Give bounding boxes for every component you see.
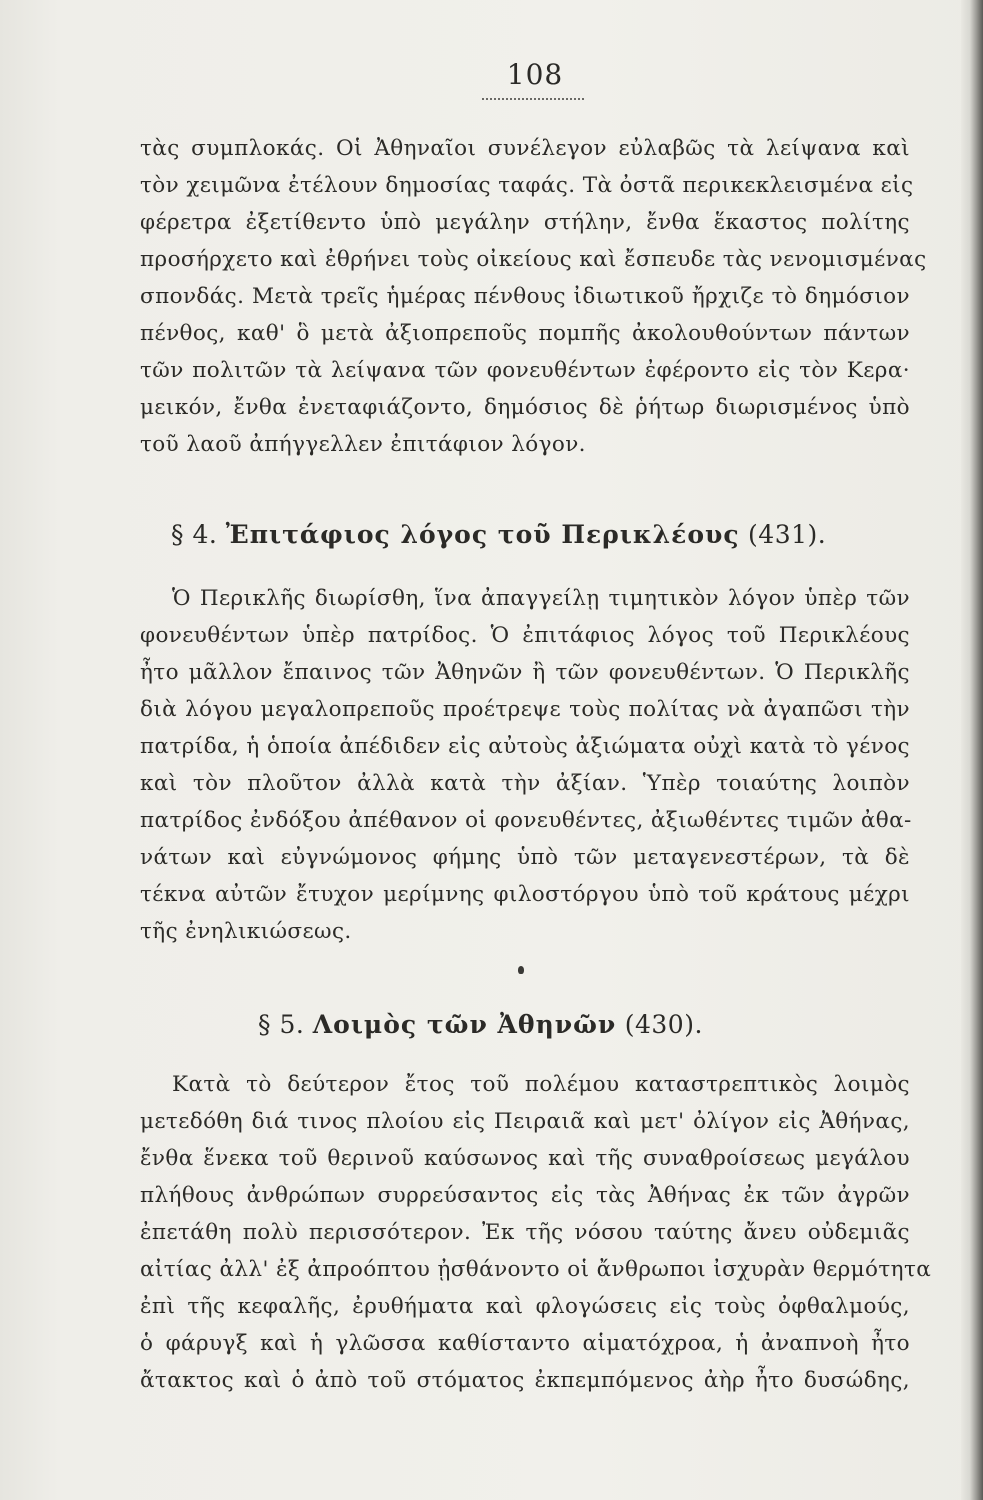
text-line: Ὁ Περικλῆς διωρίσθη, ἵνα ἀπαγγείλῃ τιμητικὸν λόγον ὑπὲρ τῶν xyxy=(172,586,910,611)
text-line: αἰτίας ἀλλ' ἐξ ἀπροόπτου ᾐσθάνοντο οἱ ἄνθρωποι ἰσχυρὰν θερμότητα xyxy=(140,1257,932,1282)
section-year: (430). xyxy=(624,1010,703,1039)
text-line: μεικόν, ἔνθα ἐνεταφιάζοντο, δημόσιος δὲ ῥήτωρ διωρισμένος ὑπὸ xyxy=(140,395,910,420)
section-title: Ἐπιτάφιος λόγος τοῦ Περικλέους xyxy=(225,520,740,549)
section-heading-4 xyxy=(171,520,826,549)
text-line: πλήθους ἀνθρώπων συρρεύσαντος εἰς τὰς Ἀθήνας ἐκ τῶν ἀγρῶν xyxy=(140,1183,910,1208)
section-number: § 4. xyxy=(171,520,218,549)
text-line: Κατὰ τὸ δεύτερον ἔτος τοῦ πολέμου καταστρεπτικὸς λοιμὸς xyxy=(172,1072,910,1097)
text-line: ἦτο μᾶλλον ἔπαινος τῶν Ἀθηνῶν ἢ τῶν φονευθέντων. Ὁ Περικλῆς xyxy=(140,660,910,685)
text-line: τῶν πολιτῶν τὰ λείψανα τῶν φονευθέντων ἐφέροντο εἰς τὸν Κερα· xyxy=(140,358,910,383)
text-line: πατρίδος ἐνδόξου ἀπέθανον οἱ φονευθέντες, ἀξιωθέντες τιμῶν ἀθα- xyxy=(140,808,912,833)
paragraph-funeral-customs xyxy=(140,130,927,463)
text-line: ἐπὶ τῆς κεφαλῆς, ἐρυθήματα καὶ φλογώσεις εἰς τοὺς ὀφθαλμούς, xyxy=(140,1294,910,1319)
section-title: Λοιμὸς τῶν Ἀθηνῶν xyxy=(312,1010,617,1039)
section-number: § 5. xyxy=(258,1010,305,1039)
page-edge-shadow xyxy=(961,0,983,1500)
text-line: τὸν χειμῶνα ἐτέλουν δημοσίας ταφάς. Τὰ ὀστᾶ περικεκλεισμένα εἰς xyxy=(140,173,914,198)
text-line: μετεδόθη διά τινος πλοίου εἰς Πειραιᾶ καὶ μετ' ὀλίγον εἰς Ἀθήνας, xyxy=(140,1109,910,1134)
text-line: διὰ λόγου μεγαλοπρεποῦς προέτρεψε τοὺς πολίτας νὰ ἀγαπῶσι τὴν xyxy=(140,697,910,722)
text-line: τοῦ λαοῦ ἀπήγγελλεν ἐπιτάφιον λόγον. xyxy=(140,432,586,457)
page-number-rule xyxy=(482,98,584,100)
ink-speck xyxy=(518,966,524,974)
text-line: πένθος, καθ' ὃ μετὰ ἀξιοπρεποῦς πομπῆς ἀκολουθούντων πάντων xyxy=(140,321,910,346)
text-line: τῆς ἐνηλικιώσεως. xyxy=(140,919,352,944)
text-line: φονευθέντων ὑπὲρ πατρίδος. Ὁ ἐπιτάφιος λόγος τοῦ Περικλέους xyxy=(140,623,910,648)
paragraph-pericles-oration xyxy=(140,580,910,950)
paragraph-plague xyxy=(140,1066,932,1399)
text-line: τέκνα αὐτῶν ἔτυχον μερίμνης φιλοστόργου ὑπὸ τοῦ κράτους μέχρι xyxy=(140,882,910,907)
text-line: ὁ φάρυγξ καὶ ἡ γλῶσσα καθίσταντο αἱματόχροα, ἡ ἀναπνοὴ ἦτο xyxy=(140,1331,910,1356)
text-line: σπονδάς. Μετὰ τρεῖς ἡμέρας πένθους ἰδιωτικοῦ ἤρχιζε τὸ δημόσιον xyxy=(140,284,910,309)
text-line: ἄτακτος καὶ ὁ ἀπὸ τοῦ στόματος ἐκπεμπόμενος ἀὴρ ἦτο δυσώδης, xyxy=(140,1368,910,1393)
text-line: τὰς συμπλοκάς. Οἱ Ἀθηναῖοι συνέλεγον εὐλαβῶς τὰ λείψανα καὶ xyxy=(140,136,910,161)
section-heading-5 xyxy=(258,1010,703,1039)
section-year: (431). xyxy=(748,520,827,549)
text-line: προσήρχετο καὶ ἐθρήνει τοὺς οἰκείους καὶ ἔσπευδε τὰς νενομισμένας xyxy=(140,247,927,272)
text-line: πατρίδα, ἡ ὁποία ἀπέδιδεν εἰς αὐτοὺς ἀξιώματα οὐχὶ κατὰ τὸ γένος xyxy=(140,734,910,759)
page-number: 108 xyxy=(506,58,564,91)
text-line: καὶ τὸν πλοῦτον ἀλλὰ κατὰ τὴν ἀξίαν. Ὑπὲρ τοιαύτης λοιπὸν xyxy=(140,771,910,796)
text-line: ἔνθα ἕνεκα τοῦ θερινοῦ καύσωνος καὶ τῆς συναθροίσεως μεγάλου xyxy=(140,1146,910,1171)
text-line: φέρετρα ἐξετίθεντο ὑπὸ μεγάλην στήλην, ἔνθα ἕκαστος πολίτης xyxy=(140,210,910,235)
text-line: νάτων καὶ εὐγνώμονος φήμης ὑπὸ τῶν μεταγενεστέρων, τὰ δὲ xyxy=(140,845,910,870)
text-line: ἐπετάθη πολὺ περισσότερον. Ἐκ τῆς νόσου ταύτης ἄνευ οὐδεμιᾶς xyxy=(140,1220,910,1245)
